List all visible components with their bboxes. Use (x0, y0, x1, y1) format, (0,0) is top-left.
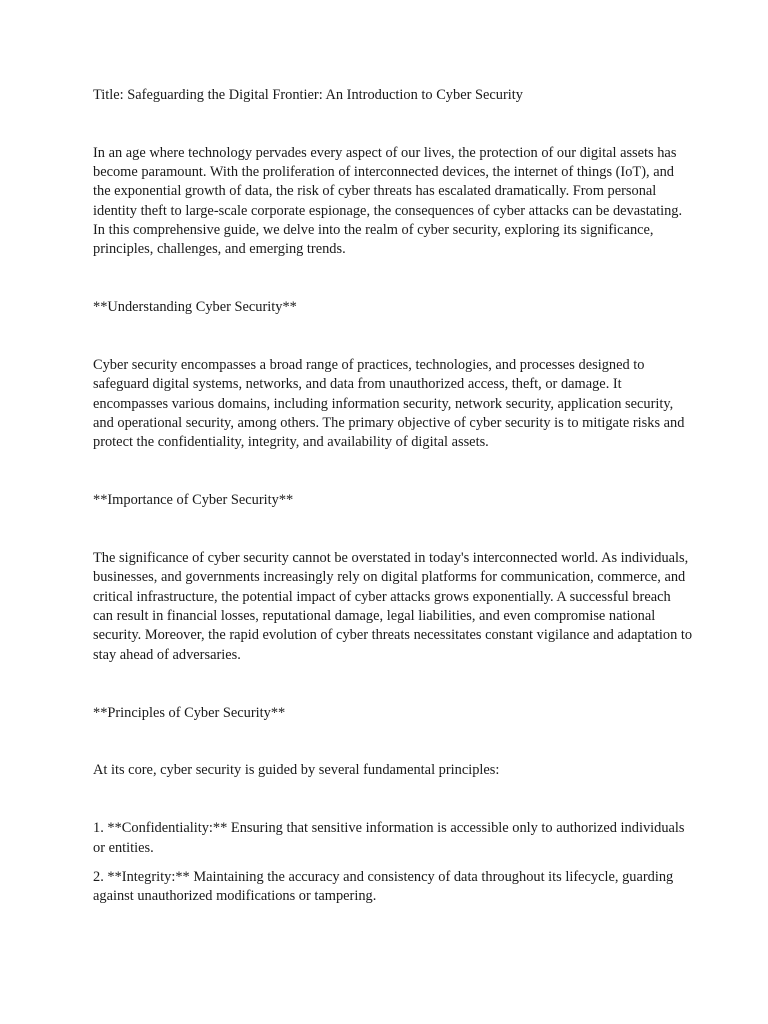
principle-item-integrity: 2. **Integrity:** Maintaining the accuracy and consistency of data throughout its lifecycle, guarding against unauthorized modifications or tampering. (93, 868, 674, 905)
section-heading-principles: **Principles of Cyber Security** (93, 704, 286, 721)
section-intro-principles: At its core, cyber security is guided by several fundamental principles: (93, 762, 500, 779)
section-heading-understanding: **Understanding Cyber Security** (93, 299, 297, 316)
section-body-importance: The significance of cyber security cannot be overstated in today's interconnected world. As individuals, businesses, and governments increasingly rely on digital platforms for communication, commerce, and critical infrastructure, the potential impact of cyber attacks grows exponentially. A successful breach can result in financial losses, reputational damage, legal liabilities, and even compromise national security. Moreover, the rapid evolution of cyber threats necessitates constant vigilance and adaptation to stay ahead of adversaries. (93, 550, 693, 663)
document-title: Title: Safeguarding the Digital Frontier: An Introduction to Cyber Security (93, 87, 523, 103)
intro-paragraph: In an age where technology pervades every aspect of our lives, the protection of our digital assets has become paramount. With the proliferation of interconnected devices, the internet of things (IoT), and the exponential growth of data, the risk of cyber threats has escalated dramatically. From personal identity theft to large-scale corporate espionage, the consequences of cyber attacks can be devastating. In this comprehensive guide, we delve into the realm of cyber security, exploring its significance, principles, challenges, and emerging trends. (93, 144, 683, 258)
document-body (93, 86, 693, 916)
principle-item-confidentiality: 1. **Confidentiality:** Ensuring that sensitive information is accessible only to authorized individuals or entities. (93, 820, 685, 856)
section-heading-importance: **Importance of Cyber Security** (93, 492, 294, 509)
section-body-understanding: Cyber security encompasses a broad range of practices, technologies, and processes designed to safeguard digital systems, networks, and data from unauthorized access, theft, or damage. It encompasses various domains, including information security, network security, application security, and operational security, among others. The primary objective of cyber security is to mitigate risks and protect the confidentiality, integrity, and availability of digital assets. (93, 357, 685, 451)
